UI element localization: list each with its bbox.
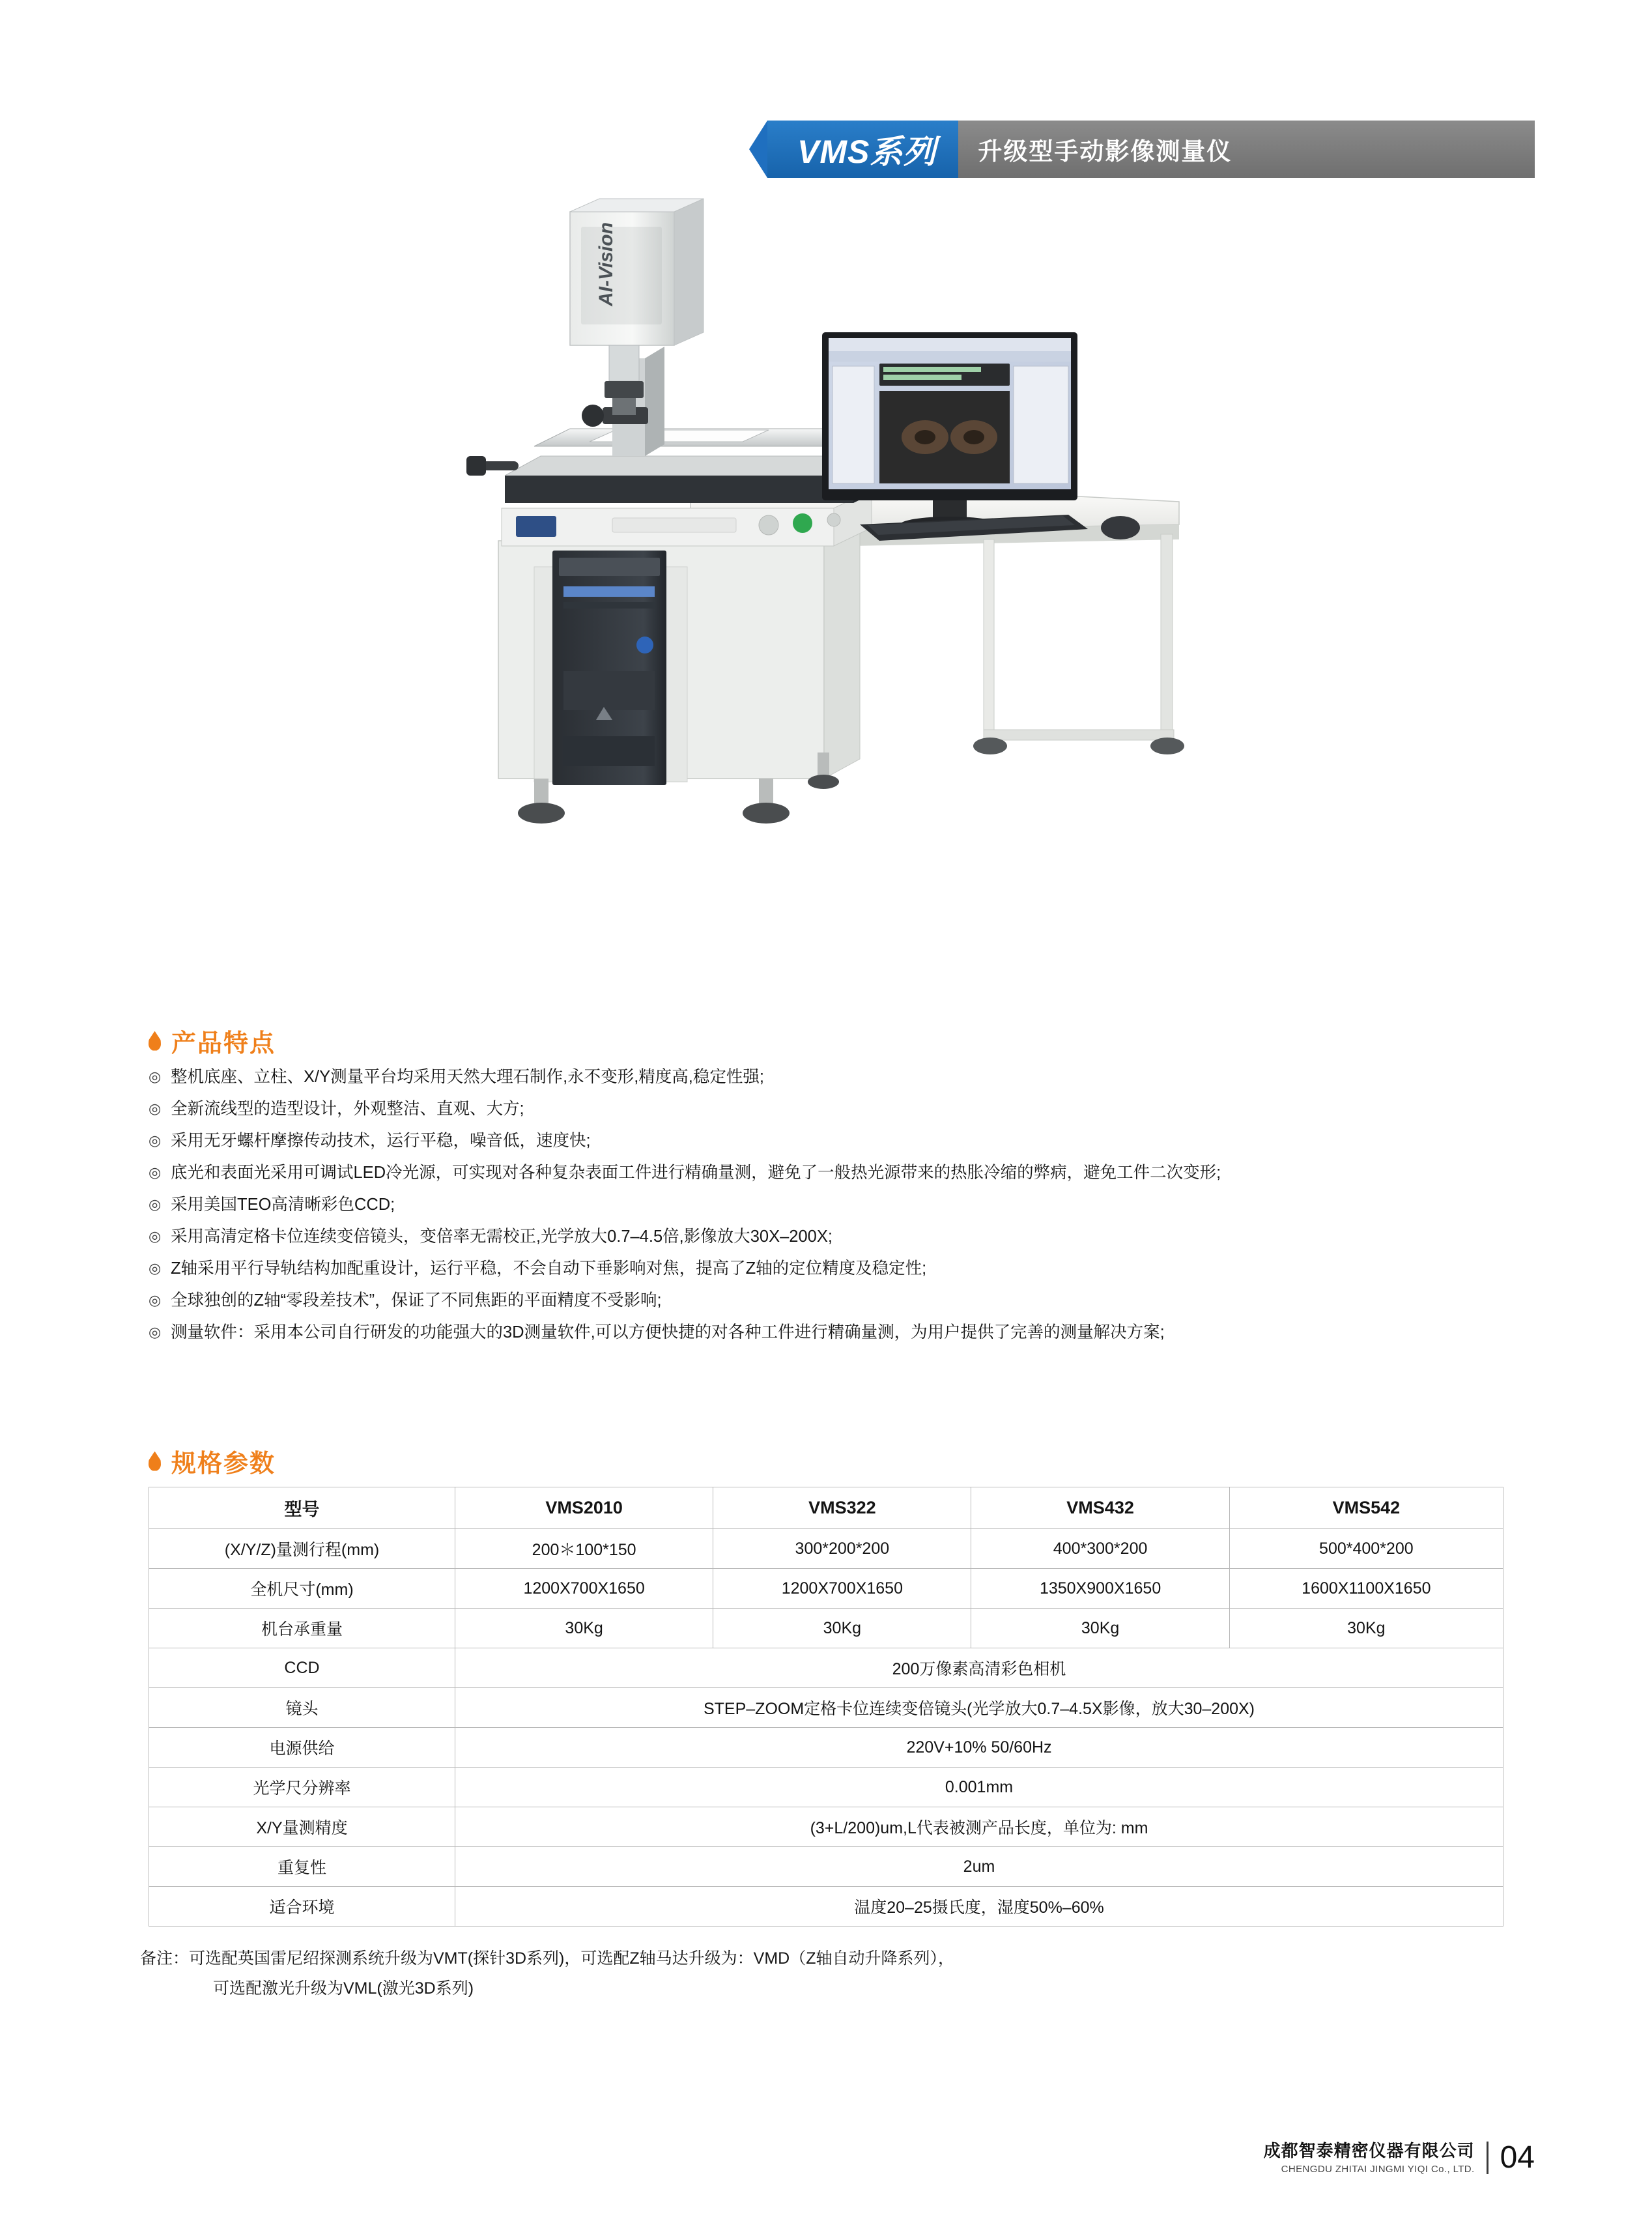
feature-text: 测量软件：采用本公司自行研发的功能强大的3D测量软件,可以方便快捷的对各种工件进行精确量测，为用户提供了完善的测量解决方案;: [171, 1323, 1165, 1341]
company-name-en: CHENGDU ZHITAI JINGMI YIQI Co., LTD.: [1281, 2164, 1475, 2175]
series-title: VMS系列: [797, 134, 937, 170]
cell-value: 温度20–25摄氏度，湿度50%–60%: [455, 1887, 1503, 1927]
table-row: [149, 1569, 1503, 1609]
cell-value: 30Kg: [455, 1609, 713, 1648]
company-name-cn: 成都智泰精密仪器有限公司: [1263, 2140, 1475, 2160]
cell-value: 1350X900X1650: [971, 1569, 1229, 1609]
table-note: [140, 1943, 1541, 2003]
cell-value: 500*400*200: [1229, 1529, 1503, 1569]
bullet-icon: ◎: [149, 1196, 162, 1212]
footer-divider: [1487, 2142, 1488, 2174]
column-header: VMS322: [713, 1487, 971, 1529]
drop-icon: [149, 1031, 161, 1051]
features-list: [149, 1064, 1523, 1351]
note-line-1: 备注：可选配英国雷尼绍探测系统升级为VMT(探针3D系列)，可选配Z轴马达升级为：VMD（Z轴自动升降系列），: [140, 1949, 954, 1968]
bullet-icon: ◎: [149, 1132, 162, 1149]
features-heading-label: 产品特点: [171, 1030, 276, 1057]
table-row: [149, 1728, 1503, 1768]
page-number: 04: [1500, 2140, 1535, 2175]
cell-value: 220V+10% 50/60Hz: [455, 1728, 1503, 1768]
pc-tower: [552, 551, 666, 785]
bullet-icon: ◎: [149, 1228, 162, 1244]
row-label: X/Y量测精度: [149, 1807, 455, 1847]
feature-text: 底光和表面光采用可调试LED冷光源，可实现对各种复杂表面工件进行精确量测，避免了一般热光源带来的热胀冷缩的弊病，避免工件二次变形;: [171, 1164, 1221, 1182]
feature-text: 全新流线型的造型设计，外观整洁、直观、大方;: [171, 1100, 524, 1118]
cell-value: 30Kg: [971, 1609, 1229, 1648]
list-item: [149, 1224, 1523, 1250]
column-header: VMS542: [1229, 1487, 1503, 1529]
specs-heading-label: 规格参数: [171, 1450, 276, 1478]
page-footer: [1264, 2140, 1535, 2176]
row-label: 镜头: [149, 1688, 455, 1728]
cell-value: 200万像素高清彩色相机: [455, 1648, 1503, 1688]
feature-text: 采用美国TEO高清晰彩色CCD;: [171, 1196, 395, 1214]
cell-value: STEP–ZOOM定格卡位连续变倍镜头(光学放大0.7–4.5X影像，放大30–200X): [455, 1688, 1503, 1728]
note-line-2: 可选配激光升级为VML(激光3D系列): [213, 1979, 474, 1998]
row-label: 电源供给: [149, 1728, 455, 1768]
list-item: [149, 1096, 1523, 1122]
cell-value: 200＊100*150: [455, 1529, 713, 1569]
row-label: 光学尺分辨率: [149, 1768, 455, 1807]
features-section-heading: [149, 1023, 276, 1059]
optical-head: [570, 199, 704, 415]
row-label: 全机尺寸(mm): [149, 1569, 455, 1609]
feature-text: Z轴采用平行导轨结构加配重设计，运行平稳，不会自动下垂影响对焦，提高了Z轴的定位精度及稳定性;: [171, 1259, 927, 1278]
cell-value: (3+L/200)um,L代表被测产品长度，单位为: mm: [455, 1807, 1503, 1847]
column-header: VMS2010: [455, 1487, 713, 1529]
row-label: CCD: [149, 1648, 455, 1688]
feature-text: 采用高清定格卡位连续变倍镜头，变倍率无需校正,光学放大0.7–4.5倍,影像放大30X–200X;: [171, 1227, 833, 1246]
header-banner: [767, 121, 1535, 178]
table-row: [149, 1807, 1503, 1847]
cell-value: 30Kg: [1229, 1609, 1503, 1648]
list-item: [149, 1064, 1523, 1090]
bullet-icon: ◎: [149, 1164, 162, 1181]
bullet-icon: ◎: [149, 1100, 162, 1117]
bullet-icon: ◎: [149, 1260, 162, 1276]
table-row: [149, 1768, 1503, 1807]
list-item: [149, 1192, 1523, 1218]
table-row: [149, 1887, 1503, 1927]
feature-text: 全球独创的Z轴“零段差技术”，保证了不同焦距的平面精度不受影响;: [171, 1291, 662, 1310]
specs-section-heading: [149, 1443, 276, 1479]
cell-value: 400*300*200: [971, 1529, 1229, 1569]
product-photo: [339, 195, 1355, 977]
table-row: [149, 1688, 1503, 1728]
machine-brand-text: AI-Vision: [595, 222, 617, 306]
row-label: 适合环境: [149, 1887, 455, 1927]
cell-value: 30Kg: [713, 1609, 971, 1648]
table-row: [149, 1847, 1503, 1887]
cell-value: 1200X700X1650: [455, 1569, 713, 1609]
cell-value: 300*200*200: [713, 1529, 971, 1569]
header-subtitle: 升级型手动影像测量仪: [978, 138, 1232, 165]
row-label: (X/Y/Z)量测行程(mm): [149, 1529, 455, 1569]
list-item: [149, 1128, 1523, 1154]
subtitle-block: [958, 121, 1535, 178]
drop-icon: [149, 1452, 161, 1471]
table-row: [149, 1609, 1503, 1648]
list-item: [149, 1319, 1523, 1345]
series-title-block: [767, 121, 958, 178]
list-item: [149, 1287, 1523, 1313]
column-header: 型号: [149, 1487, 455, 1529]
table-header-row: [149, 1487, 1503, 1529]
cell-value: 1200X700X1650: [713, 1569, 971, 1609]
table-row: [149, 1529, 1503, 1569]
bullet-icon: ◎: [149, 1292, 162, 1308]
bullet-icon: ◎: [149, 1324, 162, 1340]
cell-value: 1600X1100X1650: [1229, 1569, 1503, 1609]
cell-value: 0.001mm: [455, 1768, 1503, 1807]
feature-text: 采用无牙螺杆摩擦传动技术，运行平稳，噪音低，速度快;: [171, 1132, 591, 1150]
row-label: 重复性: [149, 1847, 455, 1887]
cell-value: 2um: [455, 1847, 1503, 1887]
specifications-table: [149, 1487, 1503, 1927]
list-item: [149, 1160, 1523, 1186]
feature-text: 整机底座、立柱、X/Y测量平台均采用天然大理石制作,永不变形,精度高,稳定性强;: [171, 1068, 764, 1086]
column-header: VMS432: [971, 1487, 1229, 1529]
company-block: [1264, 2140, 1475, 2176]
list-item: [149, 1255, 1523, 1282]
row-label: 机台承重量: [149, 1609, 455, 1648]
table-row: [149, 1648, 1503, 1688]
bullet-icon: ◎: [149, 1068, 162, 1085]
